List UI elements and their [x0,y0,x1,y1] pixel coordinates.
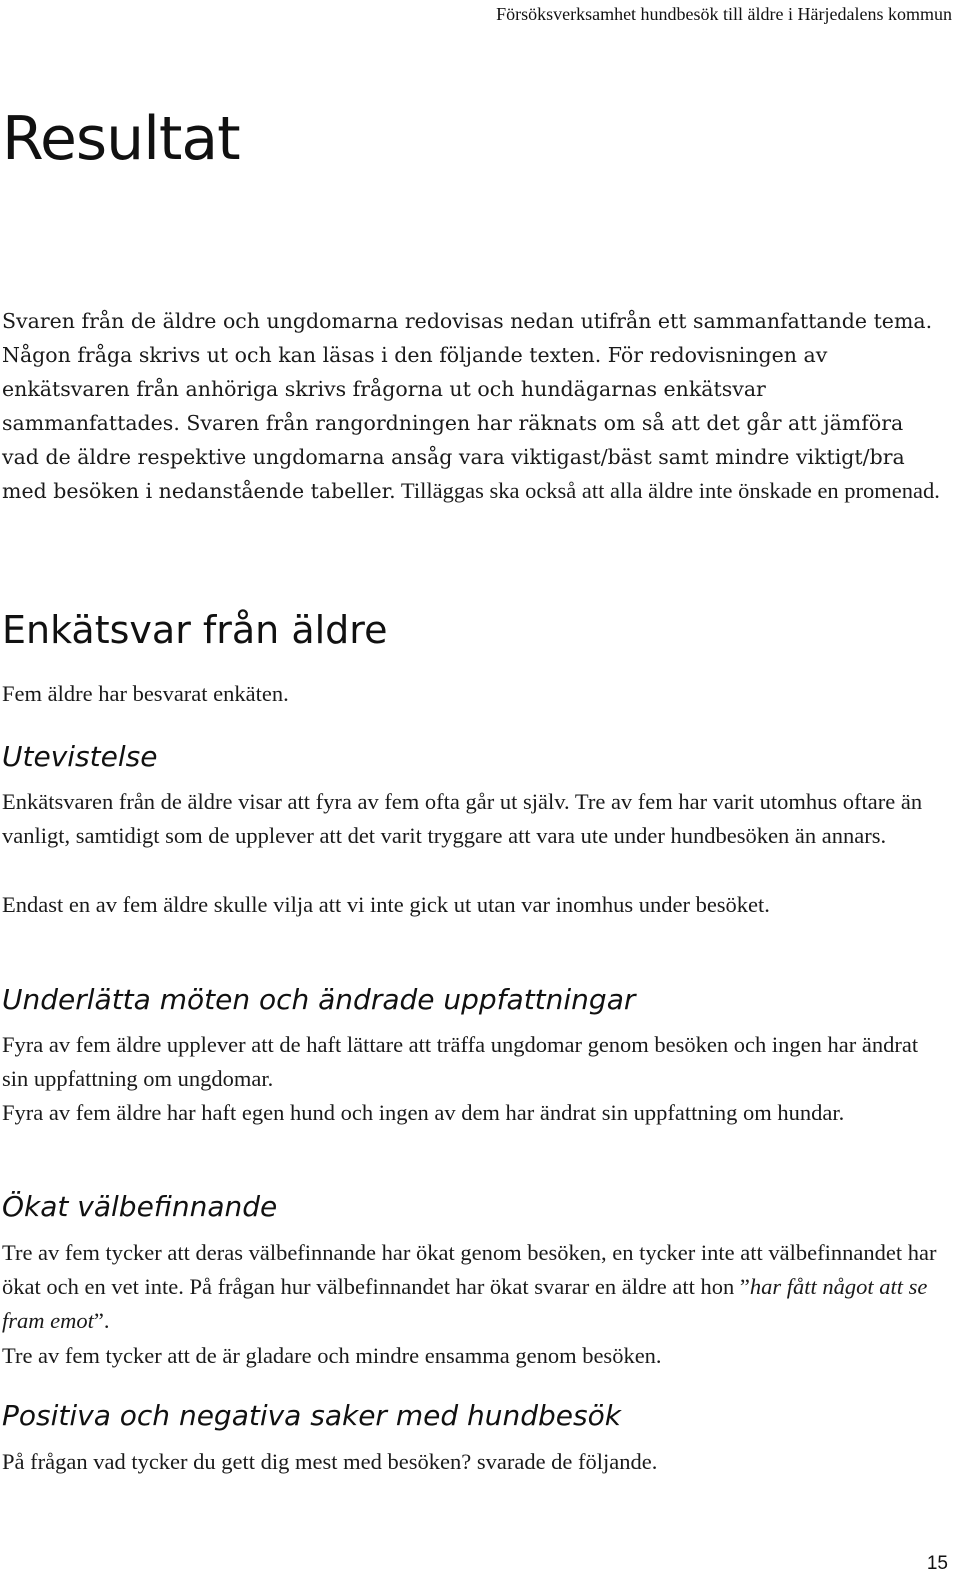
valbefinnande-paragraph-1 [2,1236,942,1338]
valbefinnande-text-end: ”. [93,1308,110,1333]
moten-paragraph-2: Fyra av fem äldre har haft egen hund och ingen av dem har ändrat sin uppfattning om hundar. [2,1100,845,1125]
valbefinnande-quote: har fått något att se fram emot [2,1274,928,1333]
valbefinnande-text: Tre av fem tycker att deras välbefinnande har ökat genom besöken, en tycker inte att välbefinnandet har ökat och en vet inte. På frågan hur välbefinnandet har ökat svarar en äldre att hon ” [2,1240,937,1299]
page-number: 15 [926,1553,948,1574]
valbefinnande-paragraph-2: Tre av fem tycker att de är gladare och mindre ensamma genom besöken. [2,1343,662,1368]
page-title: Resultat [2,104,240,174]
subheading-valbefinnande: Ökat välbefinnande [2,1190,278,1223]
utevistelse-paragraph-1: Enkätsvaren från de äldre visar att fyra av fem ofta går ut själv. Tre av fem har varit utomhus oftare än vanligt, samtidigt som de upplever att det varit tryggare att vara ute under hundbesöken än annars. [2,789,923,848]
utevistelse-paragraph-2: Endast en av fem äldre skulle vilja att vi inte gick ut utan var inomhus under besöket. [2,892,770,917]
section-lead: Fem äldre har besvarat enkäten. [2,681,289,706]
intro-paragraph [2,304,942,508]
running-header: Försöksverksamhet hundbesök till äldre i Härjedalens kommun [496,4,952,24]
subheading-positiva-negativa: Positiva och negativa saker med hundbesök [2,1399,621,1432]
subheading-moten: Underlätta möten och ändrade uppfattningar [2,983,636,1016]
section-heading: Enkätsvar från äldre [2,608,388,652]
intro-text-part1: Svaren från de äldre och ungdomarna redovisas nedan utifrån ett sammanfattande tema. Någon fråga skrivs ut och kan läsas i den följande texten. För redovisningen av enkätsvaren från anhöriga skrivs frågorna ut och hundägarnas enkätsvar sammanfattades. Svaren från rangordningen har räknats om så att det går att jämföra vad de äldre respektive ungdomarna ansåg vara viktigast/bäst samt mindre viktigt/bra med besöken i nedanstående tabeller. [2,309,933,503]
positiva-paragraph: På frågan vad tycker du gett dig mest med besöken? svarade de följande. [2,1449,658,1474]
subheading-utevistelse: Utevistelse [2,740,158,773]
moten-paragraph-1: Fyra av fem äldre upplever att de haft lättare att träffa ungdomar genom besöken och ingen har ändrat sin uppfattning om ungdomar. [2,1032,919,1091]
intro-text-part2: Tilläggas ska också att alla äldre inte önskade en promenad. [400,478,940,503]
